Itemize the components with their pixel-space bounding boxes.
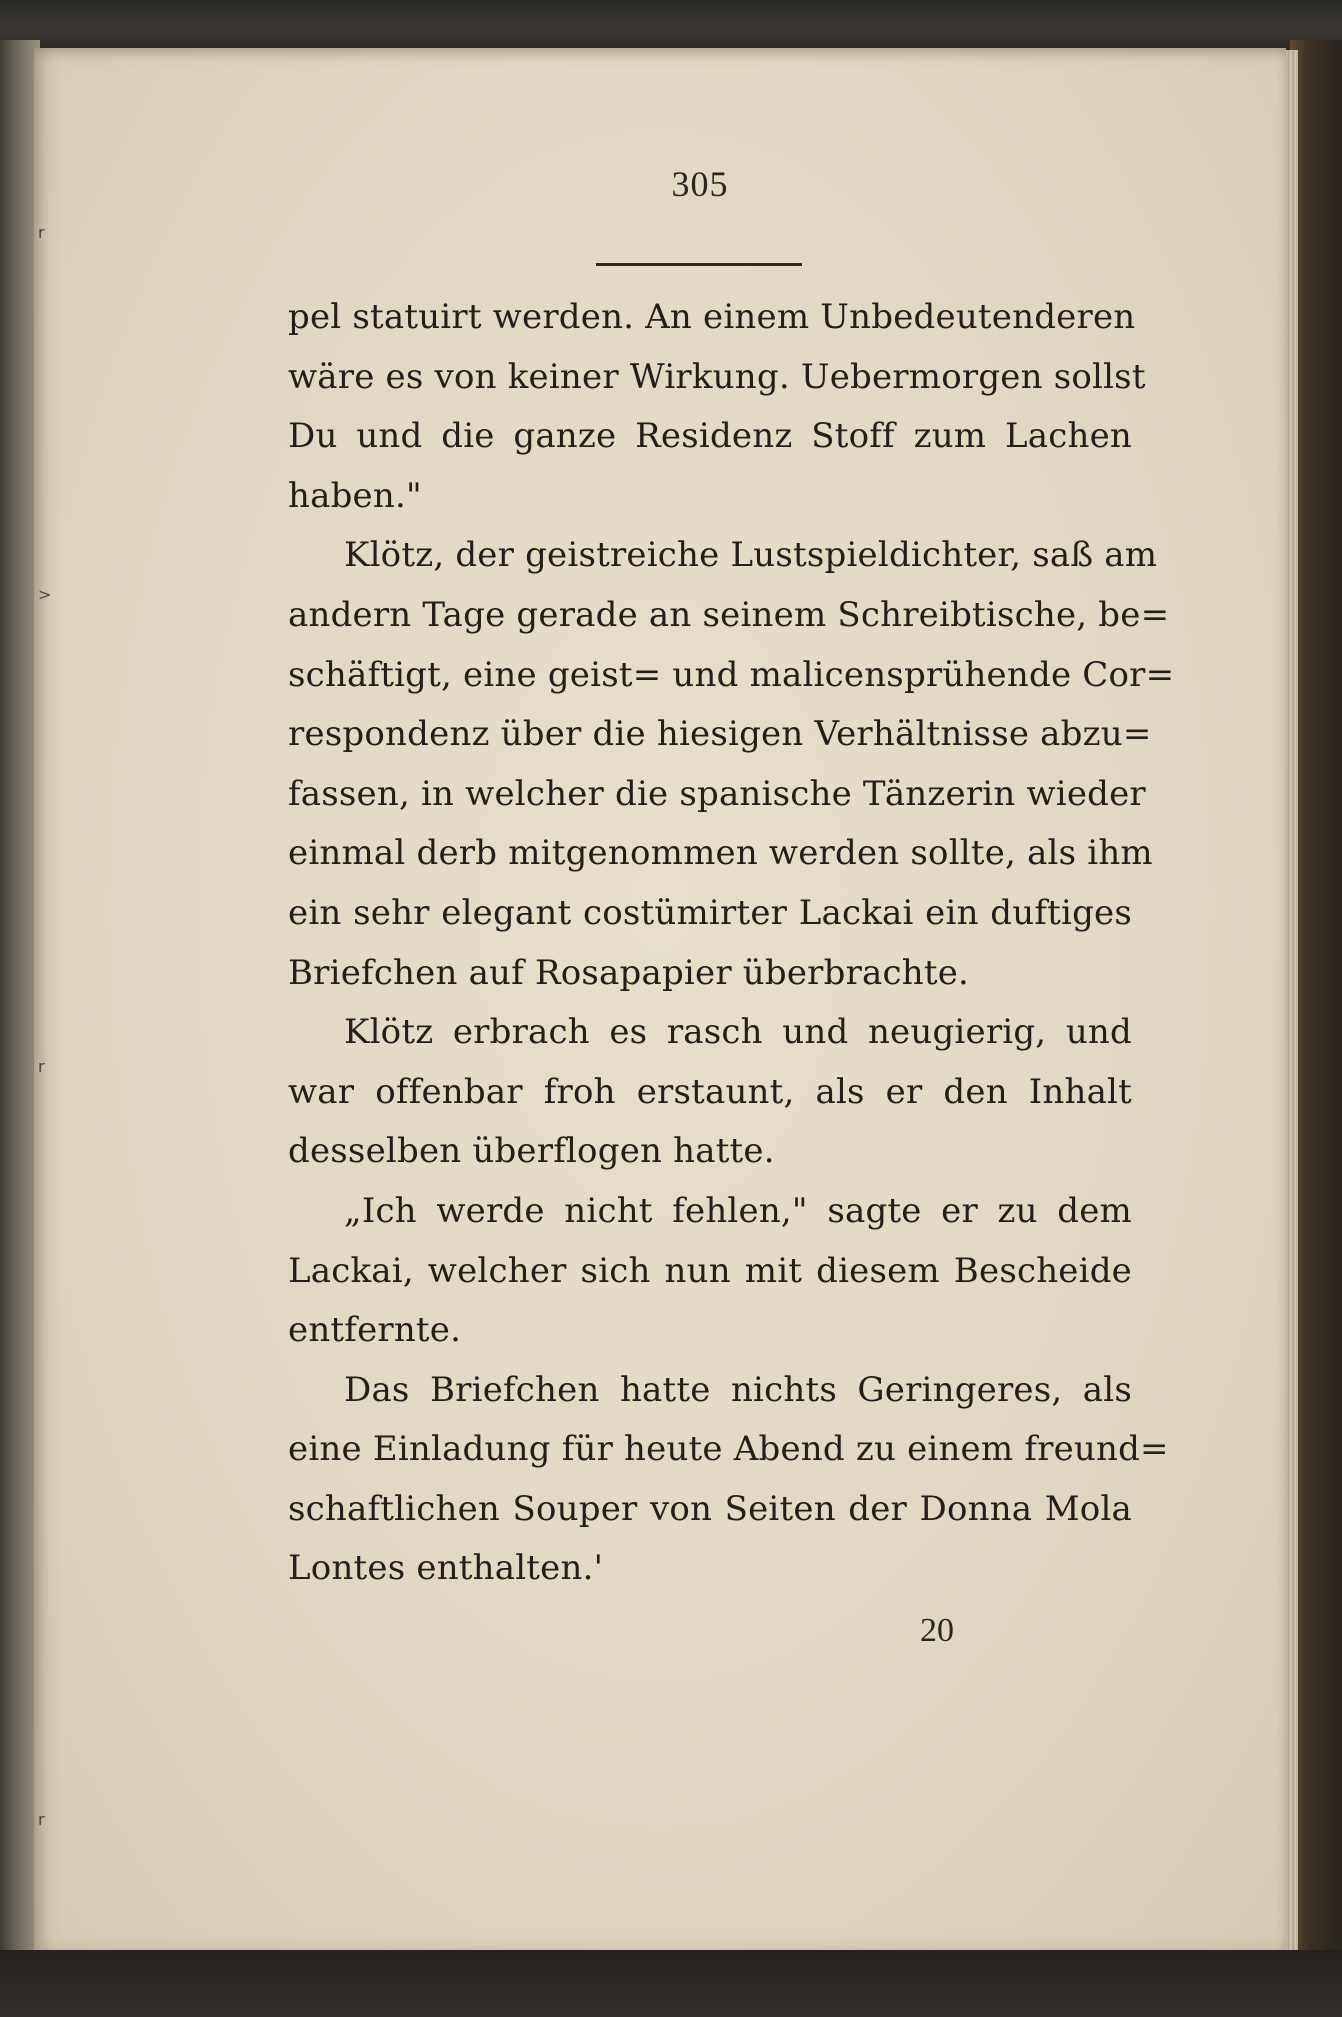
text-line: andern Tage gerade an seinem Schreibtische, be= — [288, 594, 1170, 635]
text-line: wäre es von keiner Wirkung. Uebermorgen sollst — [288, 356, 1146, 397]
text-line: haben." — [288, 475, 422, 516]
margin-mark: > — [38, 585, 52, 604]
margin-mark: r — [38, 1057, 45, 1076]
scan-top-border — [0, 0, 1342, 50]
text-line: einmal derb mitgenommen werden sollte, als ihm — [288, 833, 1153, 874]
text-line: respondenz über die hiesigen Verhältnisse abzu= — [288, 714, 1152, 755]
text-line: schäftigt, eine geist= und malicensprühende Cor= — [288, 654, 1175, 695]
text-line: Lackai, welcher sich nun mit diesem Bescheide — [288, 1250, 1132, 1291]
text-line: entfernte. — [288, 1310, 462, 1351]
header-rule — [596, 263, 802, 266]
text-line: eine Einladung für heute Abend zu einem freund= — [288, 1429, 1169, 1470]
text-line: Das Briefchen hatte nichts Geringeres, als — [344, 1369, 1132, 1410]
text-line: Briefchen auf Rosapapier überbrachte. — [288, 952, 970, 993]
text-line: fassen, in welcher die spanische Tänzerin wieder — [288, 773, 1146, 814]
text-line: pel statuirt werden. An einem Unbedeutenderen — [288, 297, 1136, 337]
margin-mark: r — [38, 223, 45, 242]
text-line: Klötz erbrach es rasch und neugierig, und — [344, 1012, 1132, 1053]
text-line: war offenbar froh erstaunt, als er den Inhalt — [288, 1071, 1132, 1112]
text-line: Lontes enthalten.' — [288, 1548, 604, 1589]
page-number: 305 — [671, 164, 729, 204]
text-line: schaftlichen Souper von Seiten der Donna Mola — [288, 1488, 1132, 1529]
body-text — [288, 288, 1175, 1599]
signature-mark: 20 — [920, 1612, 954, 1649]
scan-bottom-border — [0, 1950, 1342, 2017]
text-line: „Ich werde nicht fehlen," sagte er zu dem — [344, 1190, 1132, 1231]
margin-mark: r — [38, 1810, 45, 1829]
text-line: Du und die ganze Residenz Stoff zum Lachen — [288, 416, 1132, 457]
text-line: Klötz, der geistreiche Lustspieldichter, saß am — [344, 535, 1158, 576]
text-line: desselben überflogen hatte. — [288, 1131, 775, 1172]
text-line: ein sehr elegant costümirter Lackai ein duftiges — [288, 892, 1132, 933]
